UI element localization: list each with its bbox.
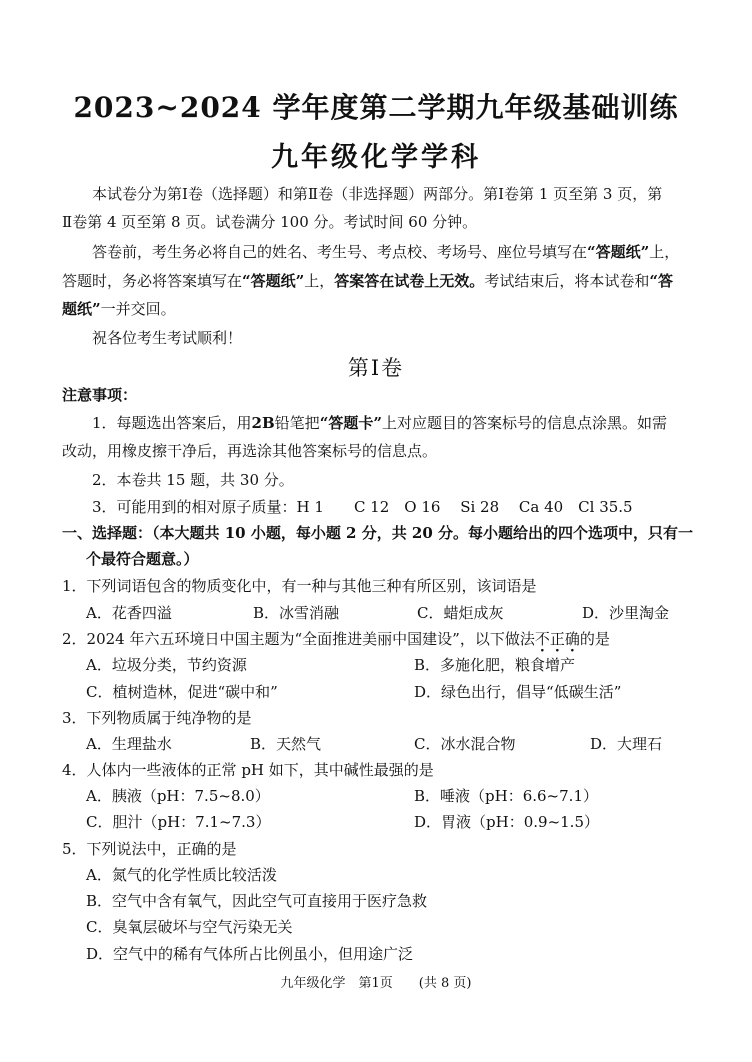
intro-line <box>62 271 673 291</box>
intro-line: Ⅱ卷第 4 页至第 8 页。试卷满分 100 分。考试时间 60 分钟。 <box>62 213 478 231</box>
option: D．大理石 <box>590 735 663 753</box>
intro-line <box>62 299 176 319</box>
notice-item: 3．可能用到的相对原子质量：H 1 C 12 O 16 Si 28 Ca 40 Cl 35.5 <box>92 498 633 516</box>
text: 上， <box>304 272 335 290</box>
warning-text: 答案答在试卷上无效。 <box>334 272 485 290</box>
intro-line <box>92 242 679 262</box>
part-heading: 个最符合题意。） <box>86 550 199 568</box>
option: B．唾液（pH：6.6~7.1） <box>414 787 598 805</box>
notice-item: 2．本卷共 15 题，共 30 分。 <box>92 471 294 489</box>
option: A．胰液（pH：7.5~8.0） <box>86 787 270 805</box>
text: 上对应题目的答案标号的信息点涂黑。如需 <box>381 414 667 432</box>
text: 1．每题选出答案后，用 <box>92 414 252 432</box>
question-stem: 1．下列词语包含的物质变化中，有一种与其他三种有所区别，该词语是 <box>62 577 537 595</box>
part-heading: 一、选择题：（本大题共 10 小题，每小题 2 分，共 20 分。每小题给出的四个选项中，只有一 <box>62 524 694 542</box>
option: C．臭氧层破坏与空气污染无关 <box>86 918 293 936</box>
text: 答卷前，考生务必将自己的姓名、考生号、考点校、考场号、座位号填写在 <box>92 243 588 261</box>
emphasis-char: 确 <box>564 630 580 648</box>
option: D．绿色出行，倡导“低碳生活” <box>414 683 622 701</box>
notice-label: 注意事项： <box>62 386 138 404</box>
answer-sheet-term: 题纸” <box>62 300 101 318</box>
option: D．胃液（pH：0.9~1.5） <box>414 813 599 831</box>
option: A．氮气的化学性质比较活泼 <box>86 866 277 884</box>
text: 的是 <box>579 630 610 648</box>
option: C．胆汁（pH：7.1~7.3） <box>86 813 271 831</box>
notice-item: 改动，用橡皮擦干净后，再选涂其他答案标号的信息点。 <box>62 442 438 460</box>
text: 2．2024 年六五环境日中国主题为“全面推进美丽中国建设”，以下做法 <box>62 630 535 648</box>
text: 答题时，务必将答案填写在 <box>62 272 243 290</box>
section-title: 第Ⅰ卷 <box>347 356 405 380</box>
question-stem: 4．人体内一些液体的正常 pH 如下，其中碱性最强的是 <box>62 761 434 779</box>
emphasis-char: 不 <box>534 630 550 648</box>
question-stem <box>62 629 610 649</box>
option: D．空气中的稀有气体所占比例虽小，但用途广泛 <box>86 945 414 963</box>
good-luck: 祝各位考生考试顺利！ <box>92 329 243 347</box>
answer-card-term: “答题卡” <box>319 414 382 432</box>
option: B．多施化肥，粮食增产 <box>414 656 576 674</box>
option: C．植树造林，促进“碳中和” <box>86 683 278 701</box>
question-stem: 3．下列物质属于纯净物的是 <box>62 709 252 727</box>
option: A．生理盐水 <box>86 735 172 753</box>
option: B．天然气 <box>250 735 322 753</box>
emphasis-char: 正 <box>549 630 565 648</box>
pencil-grade: 2B <box>251 414 275 432</box>
option: C．蜡炬成灰 <box>417 604 504 622</box>
emphasis-text <box>535 630 580 648</box>
exam-title: 2023~2024 学年度第二学期九年级基础训练 <box>73 91 679 124</box>
intro-line: 本试卷分为第Ⅰ卷（选择题）和第Ⅱ卷（非选择题）两部分。第Ⅰ卷第 1 页至第 3 页，第 <box>92 185 663 203</box>
answer-sheet-term: “答题纸” <box>242 272 305 290</box>
option: B．冰雪消融 <box>253 604 340 622</box>
text: 上， <box>649 243 680 261</box>
option: A．垃圾分类，节约资源 <box>86 656 247 674</box>
text: 铅笔把 <box>274 414 320 432</box>
answer-sheet-term: “答 <box>649 272 673 290</box>
exam-subtitle: 九年级化学学科 <box>271 142 481 173</box>
page-footer: 九年级化学 第1页 (共 8 页) <box>280 976 472 991</box>
answer-sheet-term: “答题纸” <box>587 243 650 261</box>
option: C．冰水混合物 <box>414 735 516 753</box>
text: 考试结束后，将本试卷和 <box>484 272 650 290</box>
option: A．花香四溢 <box>86 604 172 622</box>
option: D．沙里淘金 <box>582 604 670 622</box>
notice-item <box>92 413 667 433</box>
text: 一并交回。 <box>100 300 176 318</box>
option: B．空气中含有氧气，因此空气可直接用于医疗急救 <box>86 892 428 910</box>
question-stem: 5．下列说法中，正确的是 <box>62 840 237 858</box>
